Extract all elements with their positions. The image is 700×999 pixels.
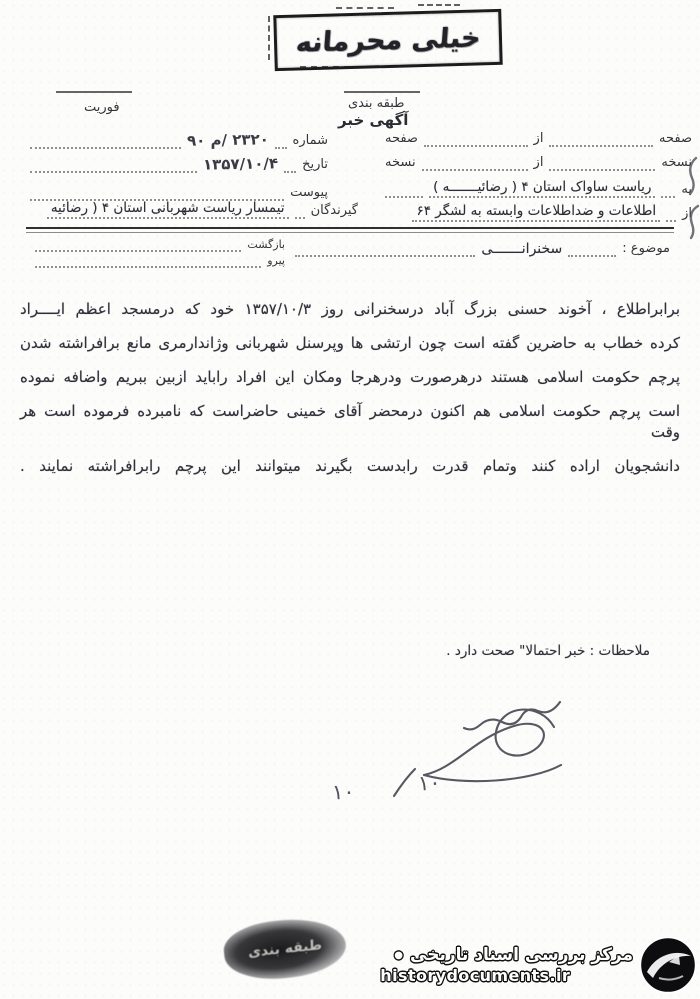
of-label: از — [533, 155, 544, 170]
scan-edge-marks — [674, 150, 700, 242]
dotted-leader — [295, 203, 305, 219]
number-label: شماره — [292, 133, 328, 148]
body-paragraph — [20, 299, 680, 490]
archive-logo-icon — [639, 936, 697, 994]
number-value: ۲۳۲۰ /م ۹۰ — [186, 130, 269, 150]
dotted-leader — [284, 157, 296, 173]
classification-label: طبقه بندی — [348, 96, 405, 111]
date-row — [30, 155, 328, 173]
remarks-text: ملاحظات : خبر احتمالا" صحت دارد . — [446, 643, 650, 659]
of-label: از — [533, 131, 544, 146]
to-value: ریاست ساواک استان ۴ ( رضائیـــــــه ) — [429, 179, 655, 198]
classification-value: آگهی خبر — [338, 111, 409, 129]
subject-row — [295, 241, 670, 257]
header-divider-thin — [26, 232, 674, 233]
dotted-leader — [568, 241, 616, 257]
followup-row — [35, 254, 285, 268]
attachment-row — [30, 185, 328, 201]
bottom-classification-stamp — [221, 914, 348, 984]
date-label: تاریخ — [302, 157, 328, 172]
classification-overline — [344, 91, 420, 93]
dotted-leader — [549, 155, 655, 171]
body-line: است پرچم حکومت اسلامی هم اکنون درمحضر آقای خمینی حاضراست که نامبرده فرموده است هر وقت — [20, 402, 680, 441]
bottom-stamp-label: طبقه بندی — [247, 937, 323, 961]
from-value: اطلاعات و ضداطلاعات وابسته به لشگر ۶۴ — [412, 203, 660, 222]
dotted-leader — [385, 182, 423, 198]
subject-label: موضوع : — [622, 241, 670, 256]
number-row — [30, 131, 328, 149]
signature-number-right: ۱۰ — [417, 770, 442, 796]
copy-label-right: نسخه — [661, 155, 692, 170]
body-line: کرده خطاب به حاضرین گفته است چون ارتشی ها وپرسنل شهربانی وژاندارمری مانع برافراشته شدن — [20, 334, 680, 352]
copy-label-left: نسخه — [384, 155, 416, 170]
header-divider-heavy — [26, 227, 674, 229]
confidential-stamp — [273, 9, 502, 71]
to-row — [385, 179, 692, 198]
dotted-leader — [30, 185, 284, 201]
signature-scribble — [298, 672, 583, 812]
dotted-leader — [295, 241, 475, 257]
subject-value: سخنرانـــــــی — [481, 241, 563, 257]
archive-watermark — [380, 936, 697, 994]
watermark-text — [380, 945, 633, 985]
dotted-leader — [30, 133, 181, 149]
dotted-leader — [275, 133, 287, 149]
watermark-title: مرکز بررسی اسناد تاریخی — [410, 945, 633, 965]
scan-dash-mark — [418, 4, 460, 6]
scan-dash-mark — [336, 7, 394, 9]
from-label: از — [682, 206, 692, 221]
urgency-overline — [56, 91, 132, 93]
dotted-leader — [424, 131, 528, 147]
page-of-page-row — [385, 131, 692, 147]
watermark-url: historydocuments.ir — [380, 966, 571, 985]
watermark-bullet: ● — [394, 949, 404, 961]
page-label-left: صفحه — [384, 131, 418, 146]
date-value: ۱۳۵۷/۱۰/۴ — [202, 154, 279, 174]
from-row — [385, 203, 692, 222]
return-row — [35, 238, 285, 252]
dotted-leader — [549, 131, 653, 147]
confidential-stamp-label: خیلی محرمانه — [294, 21, 482, 59]
watermark-title-line — [394, 945, 633, 965]
body-line: پرچم حکومت اسلامی هستند درهرصورت ودرهرجا ومکان این افراد راباید ازبین ببریم واضافه نموده — [20, 368, 680, 386]
dotted-leader — [35, 256, 261, 268]
body-line: برابراطلاع ، آخوند حسنی بزرگ آباد درسخنرانی روز ۱۳۵۷/۱۰/۳ خود که درمسجد اعظم ایــــراد — [20, 300, 680, 318]
scan-dash-mark — [268, 16, 270, 60]
followup-label: پیرو — [267, 254, 285, 267]
recipients-label: گیرندگان — [310, 203, 358, 218]
dotted-leader — [35, 240, 241, 252]
attachment-label: پیوست — [290, 185, 328, 200]
signature-number-left: ۱۰ — [331, 779, 356, 805]
copy-of-copy-row — [385, 155, 692, 171]
recipients-value: تیمسار ریاست شهربانی استان ۴ ( رضائیه — [47, 200, 289, 219]
urgency-label: فوریت — [84, 100, 120, 115]
recipients-row — [0, 200, 358, 219]
signature-slash-stroke — [394, 769, 415, 796]
to-label: به — [681, 182, 692, 197]
dotted-leader — [30, 157, 197, 173]
page-label-right: صفحه — [659, 131, 692, 146]
body-line: دانشجویان اراده کنند وتمام قدرت رابدست بگیرند میتوانند این پرچم رابرافراشته نمایند . — [20, 457, 680, 475]
dotted-leader — [422, 155, 528, 171]
return-label: بازگشت — [247, 238, 285, 251]
